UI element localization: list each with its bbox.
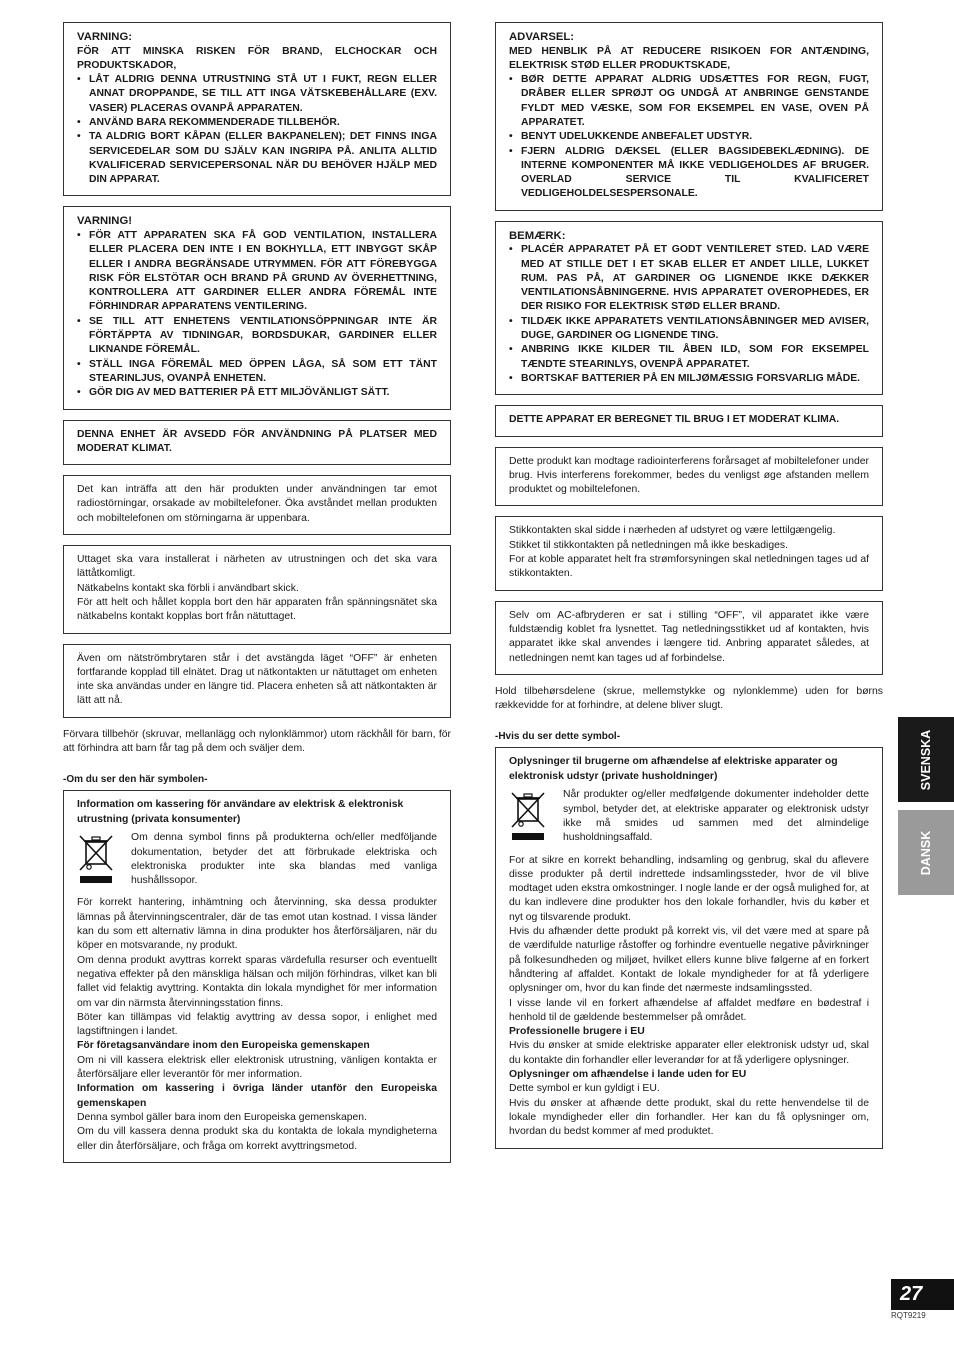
disposal-paragraph: För korrekt hantering, inhämtning och återvinning, ska dessa produkter lämnas på återvinningscentraler, där de tas emot utan kostnad. I vissa länder kan du som ett alternativ lämna in dina produkter hos återförsäljaren, när du köper en motsvarande, ny produkt. — [77, 897, 437, 952]
disposal-box — [495, 747, 883, 1148]
accessories-text: Hold tilbehørsdelene (skrue, mellemstykke og nylonklemme) uden for børns rækkevidde for at forhindre, at delene bliver slugt. — [495, 685, 883, 712]
disposal-paragraph: Om du vill kassera denna produkt ska du kontakta de lokala myndigheterna eller din återförsäljare, och fråga om korrekt avyttringsmetod. — [77, 1126, 437, 1152]
climate-box — [63, 420, 451, 466]
accessories-text: Förvara tillbehör (skruvar, mellanlägg och nylonklämmor) utom räckhåll för barn, för att förhindra att barn får tag på dem och sväljer dem. — [63, 728, 451, 754]
note-item: • BORTSKAF BATTERIER PÅ EN MILJØMÆSSIG FORSVARLIG MÅDE. — [509, 372, 869, 386]
disposal-subheading: Oplysninger om afhændelse i lande uden for EU — [509, 1069, 747, 1081]
crossed-bin-icon — [509, 790, 547, 842]
warning-list — [77, 229, 437, 401]
document-code: RQT9219 — [891, 1311, 926, 1320]
warning-intro: FÖR ATT MINSKA RISKEN FÖR BRAND, ELCHOCKAR OCH PRODUKTSKADOR, — [77, 45, 437, 71]
outlet-box — [63, 545, 451, 633]
standby-box — [63, 644, 451, 718]
disposal-paragraph: Om ni vill kassera elektrisk eller elektronisk utrustning, vänligen kontakta er återförsäljare eller leverantör för mer information. — [77, 1054, 437, 1081]
disposal-paragraph: Hvis du ønsker at smide elektriske apparater eller elektronisk udstyr ud, skal du kontakte din forhandler eller leverandør for at få yderligere oplysninger. — [509, 1040, 869, 1066]
climate-text: DETTE APPARAT ER BEREGNET TIL BRUG I ET MODERAT KLIMA. — [509, 414, 840, 426]
note-box — [495, 221, 883, 395]
warning-item: • STÄLL INGA FÖREMÅL MED ÖPPEN LÅGA, SÅ SOM ETT TÄNT STEARINLJUS, OVANPÅ ENHETEN. — [77, 358, 437, 387]
warning-intro: MED HENBLIK PÅ AT REDUCERE RISIKOEN FOR ANTÆNDING, ELEKTRISK STØD ELLER PRODUKTSKADE, — [509, 45, 869, 71]
outlet-text: For at koble apparatet helt fra strømforsyningen skal netledningen tages ud af stikkontakten. — [509, 554, 869, 580]
language-tab-dansk — [898, 810, 954, 895]
disposal-paragraph: Om denna produkt avyttras korrekt sparas värdefulla resurser och eventuellt negativa effekter på den mänskliga hälsan och miljön förhindras, vilket kan bli fallet vid felaktig avyttring. Kontakta din lokala myndighet för mer information om var din närmsta återvinningsstation finns. — [77, 954, 437, 1009]
weee-description: Når produkter og/eller medfølgende dokumenter indeholder dette symbol, betyder det, at elektriske apparater og elektronisk udstyr ikke må smides ud sammen med det almindelige husholdningsaffald. — [563, 789, 869, 844]
warning-item: • FJERN ALDRIG DÆKSEL (ELLER BAGSIDEBEKLÆDNING). DE INTERNE KOMPONENTER MÅ IKKE VEDLIGEHOLDES AF BRUGER. OVERLAD SERVICE TIL KVALIFICERET VEDLIGEHOLDELSESPERSONALE. — [509, 145, 869, 202]
weee-row — [509, 788, 869, 845]
interference-box — [63, 475, 451, 535]
standby-box — [495, 601, 883, 675]
outlet-text: För att helt och hållet koppla bort den här apparaten från spänningsnätet ska nätkabelns kontakt kopplas bort från nätuttaget. — [77, 596, 437, 623]
disposal-paragraph: Denna symbol gäller bara inom den Europeiska gemenskapen. — [77, 1111, 367, 1123]
page-number: 27 — [891, 1279, 954, 1310]
note-item: • PLACÉR APPARATET PÅ ET GODT VENTILERET STED. LAD VÆRE MED AT STILLE DET I ET SKAB ELLER ET ANDET LILLE, LUKKET RUM. PAS PÅ, AT GARDINER OG LIGNENDE IKKE DÆKKER VENTILATIONSÅBNINGERNE. HVIS APPARATET OVEROPHEDES, ER DER RISIKO FOR ELEKTRISK STØD ELLER BRAND. — [509, 243, 869, 314]
warning-item: • BØR DETTE APPARAT ALDRIG UDSÆTTES FOR REGN, FUGT, DRÅBER ELLER SPRØJT OG UNDGÅ AT ANBRINGE GENSTANDE FYLDT MED VÆSKE, SOM FOR EKSEMPEL EN VASE, OVEN PÅ APPARATET. — [509, 73, 869, 130]
interference-text: Dette produkt kan modtage radiointerferens forårsaget af mobiltelefoner under brug. Hvis interferens forekommer, bedes du venligst øge afstanden mellem produktet og mobiltelefonen. — [509, 455, 869, 496]
note-item: • TILDÆK IKKE APPARATETS VENTILATIONSÅBNINGER MED AVISER, DUGE, GARDINER OG LIGNENDE TING. — [509, 315, 869, 344]
disposal-title: Oplysninger til brugerne om afhændelse af elektriske apparater og elektronisk udstyr (private husholdninger) — [509, 756, 838, 782]
warning-box — [495, 22, 883, 211]
warning-item: • BENYT UDELUKKENDE ANBEFALET UDSTYR. — [509, 130, 869, 144]
language-tab-svenska — [898, 717, 954, 802]
warning-title: VARNING: — [77, 31, 133, 43]
disposal-paragraph: Hvis du ønsker at afhænde dette produkt, skal du rette henvendelse til de lokale myndigheder eller din forhandler. Her kan du få oplysninger om, hvordan du bedst kommer af med produktet. — [509, 1097, 869, 1138]
disposal-paragraph: I visse lande vil en forkert afhændelse af affaldet medføre en bødestraf i henhold til de gældende bestemmelser på området. — [509, 997, 869, 1023]
note-list — [509, 243, 869, 386]
warning-item: • SE TILL ATT ENHETENS VENTILATIONSÖPPNINGAR INTE ÄR FÖRTÄPPTA AV TIDNINGAR, BORDSDUKAR, GARDINER ELLER LIKNANDE FÖREMÅL. — [77, 315, 437, 358]
crossed-bin-icon — [77, 833, 115, 885]
disposal-paragraph: For at sikre en korrekt behandling, indsamling og genbrug, skal du aflevere disse produkter på dertil indrettede indsamlingssteder, hvor de vil blive modtaget uden ekstra omkostninger. I nogle lande er der også mulighed for, at du kan indlevere dine produkter hos den lokale forhandler, hvis du køber et nyt og tilsvarende produkt. — [509, 854, 869, 923]
swedish-column — [63, 22, 451, 1173]
disposal-paragraph: Dette symbol er kun gyldigt i EU. — [509, 1083, 660, 1095]
disposal-title: Information om kassering för användare av elektrisk & elektronisk utrustning (privata konsumenter) — [77, 799, 404, 825]
disposal-box — [63, 790, 451, 1163]
standby-text: Även om nätströmbrytaren står i det avstängda läget “OFF” är enheten fortfarande kopplad till elnätet. Drag ut nätkontakten ur nätuttaget om enheten inte ska användas under en längre tid. Placera enheten så att nätkontakten är lätt att nå. — [77, 652, 437, 707]
warning-item: • TA ALDRIG BORT KÅPAN (ELLER BAKPANELEN); DET FINNS INGA SERVICEDELAR SOM DU SJÄLV KAN INGRIPA PÅ. ANLITA ALLTID KVALIFICERAD SERVICEPERSONAL NÄR DU BEHÖVER HJÄLP MED DIN APPARAT. — [77, 130, 437, 187]
note-title: BEMÆRK: — [509, 229, 566, 242]
warning-list — [509, 73, 869, 202]
ventilation-warning-box — [63, 206, 451, 409]
disposal-subheading: För företagsanvändare inom den Europeiska gemenskapen — [77, 1040, 370, 1052]
warning-title: ADVARSEL: — [509, 31, 575, 43]
symbol-heading: -Hvis du ser dette symbol- — [495, 731, 621, 743]
outlet-box — [495, 516, 883, 590]
weee-row — [77, 831, 437, 888]
outlet-text: Nätkabelns kontakt ska förbli i användbart skick. — [77, 582, 299, 594]
warning-item: • ANVÄND BARA REKOMMENDERADE TILLBEHÖR. — [77, 116, 437, 130]
disposal-paragraph: Hvis du afhænder dette produkt på korrekt vis, vil det være med at spare på de værdifulde naturlige råstoffer og forhindre eventuelle negative påvirkninger på folkesundheden og miljøet, hvilket ellers kunne blive følgerne af en forkert håndtering af affaldet. Kontakt de lokale myndigheder for at få yderligere oplysninger om, hvor du kan finde det nærmeste indsamlingssted. — [509, 926, 869, 995]
warning-item: • LÅT ALDRIG DENNA UTRUSTNING STÅ UT I FUKT, REGN ELLER ANNAT DROPPANDE, SE TILL ATT INGA VÄTSKEBEHÅLLARE (EXV. VASER) PLACERAS OVANPÅ APPARATEN. — [77, 73, 437, 116]
interference-text: Det kan inträffa att den här produkten under användningen tar emot radiostörningar, orsakade av mobiltelefoner. Öka avståndet mellan produkten och mobiltelefonen om störningarna är uppenbara. — [77, 484, 437, 524]
climate-text: DENNA ENHET ÄR AVSEDD FÖR ANVÄNDNING PÅ PLATSER MED MODERAT KLIMAT. — [77, 428, 437, 454]
danish-column — [495, 22, 883, 1159]
climate-box — [495, 405, 883, 436]
warning-title: VARNING! — [77, 215, 133, 228]
weee-description: Om denna symbol finns på produkterna och/eller medföljande dokumentation, betyder det att förbrukade elektriska och elektroniska produkter inte ska blandas med vanliga hushållssopor. — [131, 832, 437, 887]
outlet-text: Uttaget ska vara installerat i närheten av utrustningen och det ska vara lättåtkomligt. — [77, 554, 437, 580]
symbol-heading: -Om du ser den här symbolen- — [63, 774, 208, 786]
warning-list — [77, 73, 437, 187]
warning-box — [63, 22, 451, 196]
interference-box — [495, 447, 883, 507]
outlet-text: Stikkontakten skal sidde i nærheden af udstyret og være lettilgængelig. — [509, 525, 836, 537]
note-item: • ANBRING IKKE KILDER TIL ÅBEN ILD, SOM FOR EKSEMPEL TÆNDTE STEARINLYS, OVENPÅ APPARATET. — [509, 343, 869, 372]
disposal-subheading: Information om kassering i övriga länder utanför den Europeiska gemenskapen — [77, 1083, 437, 1109]
language-tab-label: SVENSKA — [919, 729, 933, 790]
standby-text: Selv om AC-afbryderen er sat i stilling “OFF”, vil apparatet ikke være fuldstændig koblet fra lysnettet. Tag netledningsstikket ud af kontakten, hvis apparatet ikke skal anvendes i længere tid. Anbring apparatet således, at netledningen nemt kan tages ud af forbindelse. — [509, 609, 869, 664]
disposal-paragraph: Böter kan tillämpas vid felaktig avyttring av dessa sopor, i enlighet med lagstiftningen i landet. — [77, 1011, 437, 1038]
language-tab-label: DANSK — [918, 830, 933, 875]
outlet-text: Stikket til stikkontakten på netledningen må ikke beskadiges. — [509, 539, 788, 551]
warning-item: • FÖR ATT APPARATEN SKA FÅ GOD VENTILATION, INSTALLERA ELLER PLACERA DEN INTE I EN BOKHYLLA, ETT INBYGGT SKÅP ELLER I ANDRA BEGRÄNSADE UTRYMMEN. FÖR ATT FÖREBYGGA RISK FÖR ELSTÖTAR OCH BRAND PÅ GRUND AV ÖVERHETTNING, KONTROLLERA ATT GARDINER ELLER ANDRA FÖREMÅL INTE FÖRHINDRAR APPARATENS VENTILERING. — [77, 229, 437, 315]
disposal-subheading: Professionelle brugere i EU — [509, 1026, 645, 1038]
warning-item: • GÖR DIG AV MED BATTERIER PÅ ETT MILJÖVÄNLIGT SÄTT. — [77, 386, 437, 400]
